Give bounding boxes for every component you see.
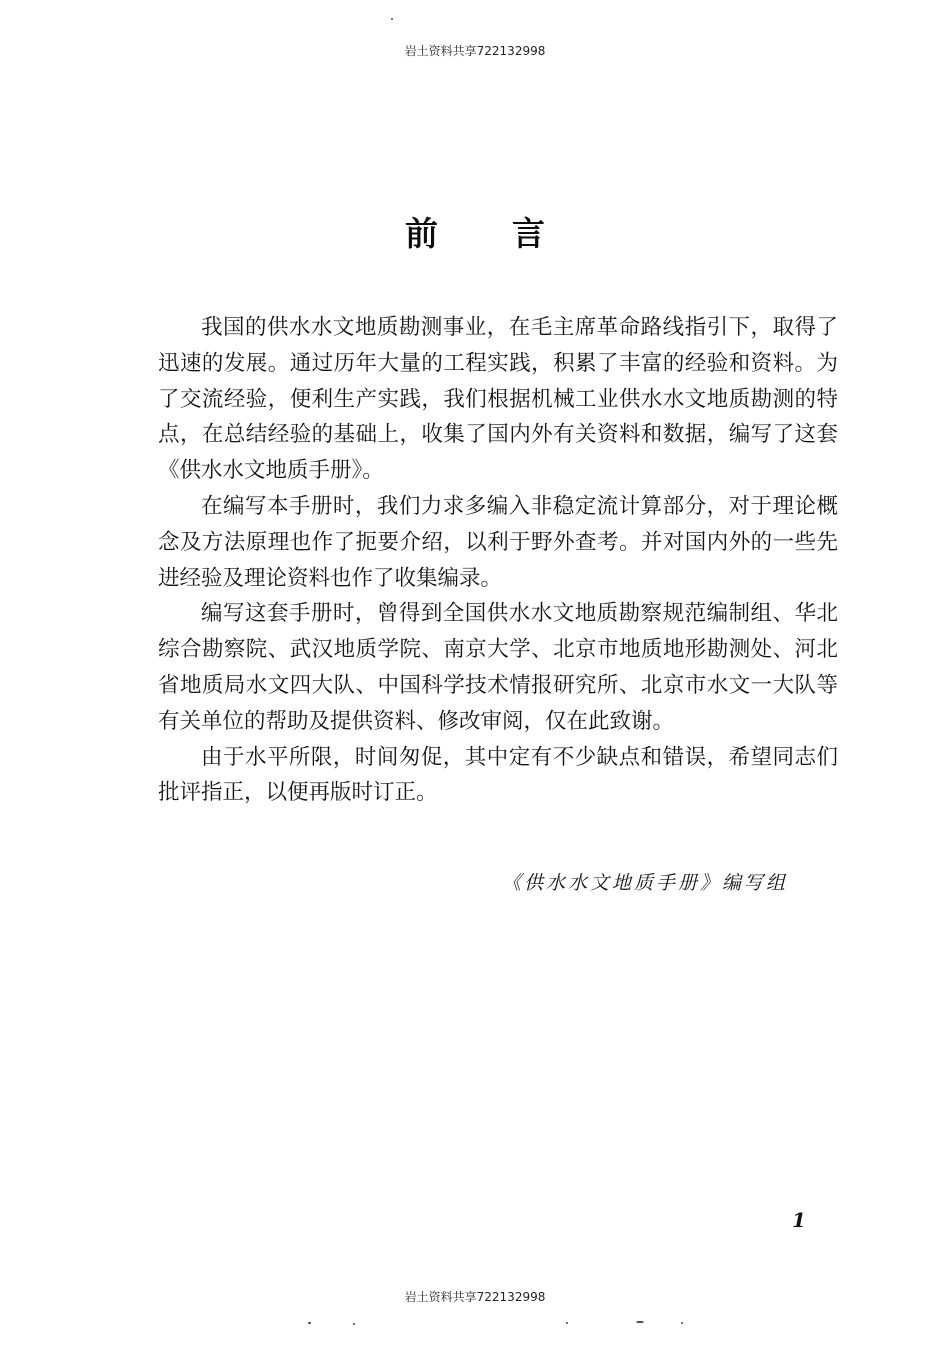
page-title: 前言 [405,214,619,253]
watermark-top: 岩土资料共享722132998 [404,44,546,58]
scan-speck [308,1322,311,1324]
scan-speck [681,1322,683,1324]
page-number: 1 [792,1208,806,1232]
preface-paragraph-3: 编写这套手册时，曾得到全国供水水文地质勘察规范编制组、华北综合勘察院、武汉地质学院、南京大学、北京市地质地形勘测处、河北省地质局水文四大队、中国科学技术情报研究所、北京市水文一大队等有关单位的帮助及提供资料、修改审阅，仅在此致谢。 [158,601,838,734]
signature: 《供水水文地质手册》编写组 [501,872,788,894]
preface-body [158,310,838,811]
preface-paragraph-4: 由于水平所限，时间匆促，其中定有不少缺点和错误，希望同志们批评指正，以便再版时订正。 [158,744,838,806]
scan-speck [636,1321,644,1323]
preface-paragraph-2: 在编写本手册时，我们力求多编入非稳定流计算部分，对于理论概念及方法原理也作了扼要介绍，以利于野外查考。并对国内外的一些先进经验及理论资料也作了收集编录。 [158,493,838,591]
scan-speck [353,1323,355,1325]
watermark-bottom: 岩土资料共享722132998 [404,1290,546,1304]
preface-paragraph-1: 我国的供水水文地质勘测事业，在毛主席革命路线指引下，取得了迅速的发展。通过历年大量的工程实践，积累了丰富的经验和资料。为了交流经验，便利生产实践，我们根据机械工业供水水文地质勘测的特点，在总结经验的基础上，收集了国内外有关资料和数据，编写了这套《供水水文地质手册》。 [158,315,838,484]
scan-speck [391,18,393,20]
scan-speck [566,1322,568,1324]
